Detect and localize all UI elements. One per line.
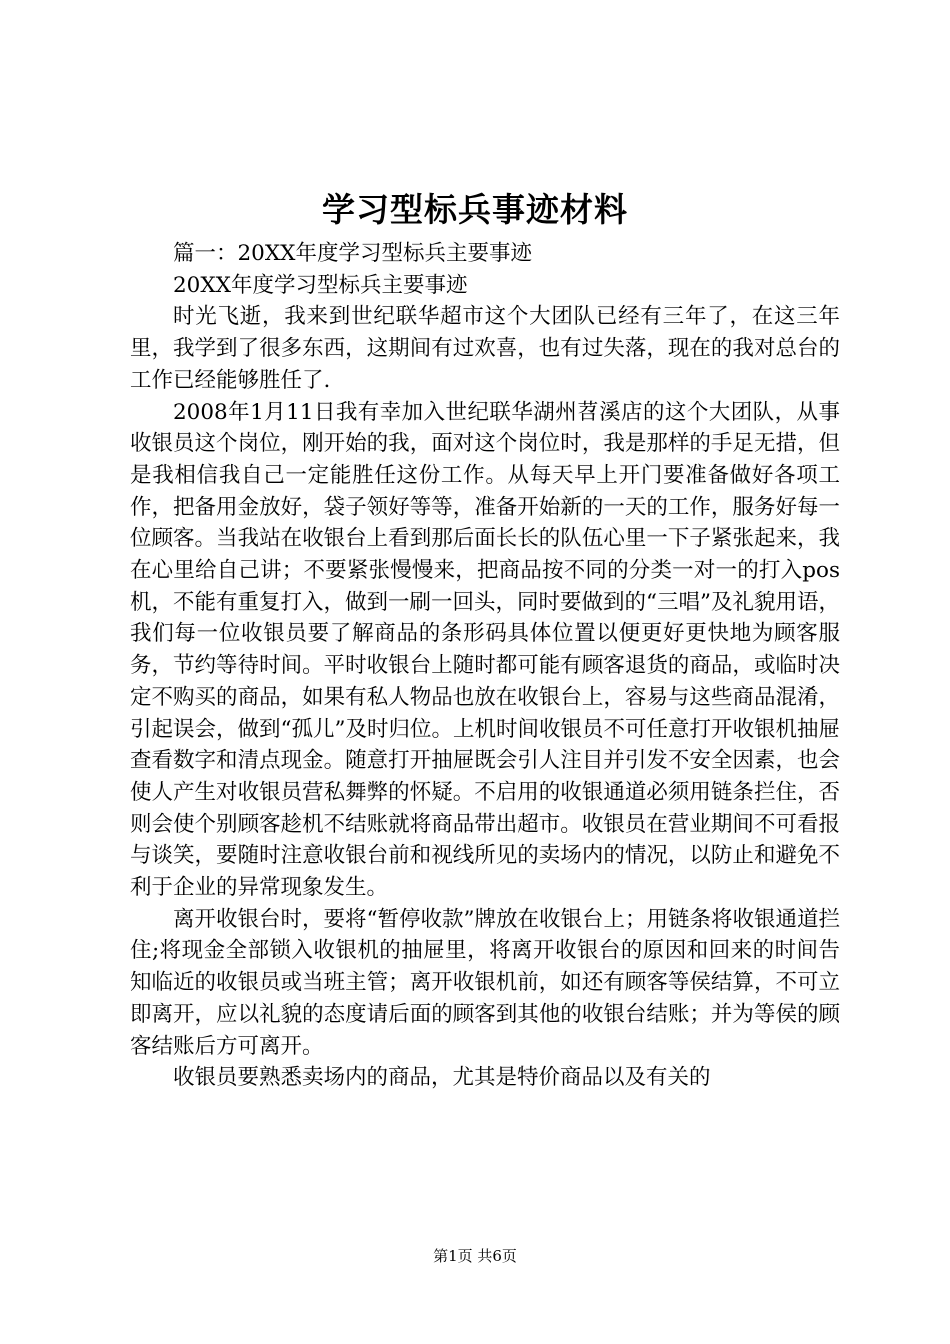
document-body: [130, 238, 840, 1094]
paragraph-cashier-duties: 2008年1月11日我有幸加入世纪联华湖州苕溪店的这个大团队，从事收银员这个岗位，刚开始的我，面对这个岗位时，我是那样的手足无措，但是我相信我自己一定能胜任这份工作。从每天早上开门要准备做好各项工作，把备用金放好，袋子领好等等，准备开始新的一天的工作，服务好每一位顾客。当我站在收银台上看到那后面长长的队伍心里一下子紧张起来，我在心里给自己讲；不要紧张慢慢来，把商品按不同的分类一对一的打入pos机，不能有重复打入，做到一刷一回头，同时要做到的“三唱”及礼貌用语，我们每一位收银员要了解商品的条形码具体位置以便更好更快地为顾客服务，节约等待时间。平时收银台上随时都可能有顾客退货的商品，或临时决定不购买的商品，如果有私人物品也放在收银台上，容易与这些商品混淆，引起误会，做到“孤儿”及时归位。上机时间收银员不可任意打开收银机抽屉查看数字和清点现金。随意打开抽屉既会引人注目并引发不安全因素，也会使人产生对收银员营私舞弊的怀疑。不启用的收银通道必须用链条拦住，否则会使个别顾客趁机不结账就将商品带出超市。收银员在营业期间不可看报与谈笑，要随时注意收银台前和视线所见的卖场内的情况，以防止和避免不利于企业的异常现象发生。: [130, 399, 840, 901]
paragraph-intro: 时光飞逝，我来到世纪联华超市这个大团队已经有三年了，在这三年里，我学到了很多东西，这期间有过欢喜，也有过失落，现在的我对总台的工作已经能够胜任了.: [130, 304, 840, 393]
paragraph-product-knowledge: 收银员要熟悉卖场内的商品，尤其是特价商品以及有关的: [173, 1065, 711, 1091]
paragraph-subheading: 20XX年度学习型标兵主要事迹: [173, 272, 468, 298]
paragraph-section-heading: 篇一：20XX年度学习型标兵主要事迹: [173, 241, 532, 266]
page-footer: 第1页 共6页: [433, 1247, 517, 1265]
document-title: 学习型标兵事迹材料: [322, 190, 628, 229]
paragraph-leaving-counter: 离开收银台时，要将“暂停收款”牌放在收银台上；用链条将收银通道拦住;将现金全部锁入收银机的抽屉里，将离开收银台的原因和回来的时间告知临近的收银员或当班主管；离开收银机前，如还有顾客等侯结算，不可立即离开，应以礼貌的态度请后面的顾客到其他的收银台结账；并为等侯的顾客结账后方可离开。: [130, 906, 840, 1059]
